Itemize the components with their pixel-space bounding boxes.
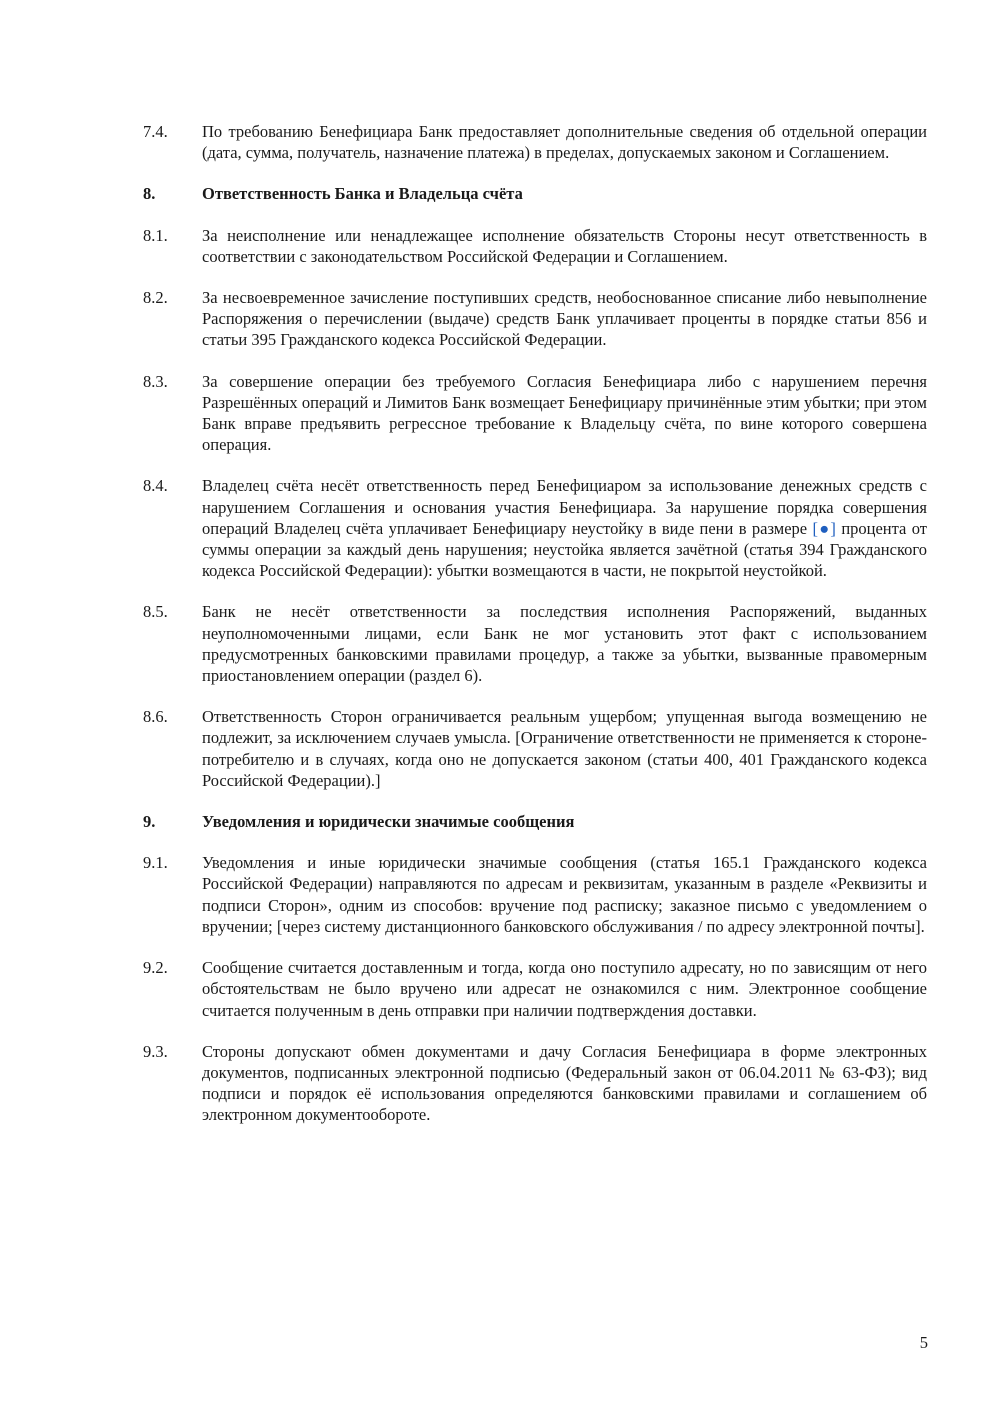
clause-8-2 xyxy=(143,287,927,351)
clause-8-3 xyxy=(143,371,927,456)
clause-text: Сообщение считается доставленным и тогда, когда оно поступило адресату, но по зависящим от него обстоятельствам не было вручено или адресат не ознакомился с ним. Электронное сообщение считается полученным в день отправки при наличии подтверждения доставки. xyxy=(202,958,927,1020)
clause-number: 8.5. xyxy=(143,602,168,622)
clause-number: 9.3. xyxy=(143,1041,168,1061)
clause-number: 9.2. xyxy=(143,958,168,978)
clause-number: 8.6. xyxy=(143,707,168,727)
document-body xyxy=(143,121,927,1146)
clause-text-before: Владелец счёта несёт ответственность перед Бенефициаром за использование денежных средств с нарушением Соглашения и основания участия Бенефициара. За нарушение порядка совершения операций Владелец счёта уплачивает Бенефициару неустойку в виде пени в размере xyxy=(202,476,927,538)
clause-number: 8.2. xyxy=(143,288,168,308)
clause-text: Ответственность Сторон ограничивается реальным ущербом; упущенная выгода возмещению не подлежит, за исключением случаев умысла. [Ограничение ответственности не применяется к стороне-потребителю и в случаях, когда оно не допускается законом (статьи 400, 401 Гражданского кодекса Российской Федерации).] xyxy=(202,707,927,790)
clause-text: Стороны допускают обмен документами и дачу Согласия Бенефициара в форме электронных документов, подписанных электронной подписью (Федеральный закон от 06.04.2011 № 63-ФЗ); вид подписи и порядок её использования определяются банковскими правилами и соглашением об электронном документообороте. xyxy=(202,1041,927,1125)
clause-text xyxy=(202,475,927,581)
clause-text-after: процента от суммы операции за каждый день нарушения; неустойка является зачётной (статья 394 Гражданского кодекса Российской Федерации): убытки возмещаются в части, не покрытой неустойкой. xyxy=(202,518,927,581)
clause-9-1 xyxy=(143,852,927,937)
clause-number: 7.4. xyxy=(143,122,168,141)
clause-text: За совершение операции без требуемого Согласия Бенефициара либо с нарушением перечня Разрешённых операций и Лимитов Банк возмещает Бенефициару причинённые этим убытки; при этом Банк вправе предъявить регрессное требование к Владельцу счёта, по вине которого совершена операция. xyxy=(202,371,927,455)
clause-number: 8.3. xyxy=(143,371,168,391)
section-title: Уведомления и юридически значимые сообщения xyxy=(202,812,575,832)
clause-number: 9.1. xyxy=(143,853,168,873)
clause-8-4 xyxy=(143,475,927,581)
clause-text: По требованию Бенефициара Банк предоставляет дополнительные сведения об отдельной операции (дата, сумма, получатель, назначение платежа) в пределах, допускаемых законом и Соглашением. xyxy=(202,122,927,163)
clause-8-6 xyxy=(143,706,927,791)
clause-7-4 xyxy=(143,121,927,163)
clause-number: 8.1. xyxy=(143,225,168,245)
clause-text: За неисполнение или ненадлежащее исполнение обязательств Стороны несут ответственность в соответствии с законодательством Российской Федерации и Соглашением. xyxy=(202,225,927,266)
clause-9-3 xyxy=(143,1041,927,1126)
clause-8-5 xyxy=(143,601,927,686)
clause-text: Уведомления и иные юридически значимые сообщения (статья 165.1 Гражданского кодекса Российской Федерации) направляются по адресам и реквизитам, указанным в разделе «Реквизиты и подписи Сторон», одним из способов: вручение под расписку; заказное письмо с уведомлением о вручении; [через систему дистанционного банковского обслуживания / по адресу электронной почты]. xyxy=(202,853,927,936)
section-heading-8 xyxy=(143,183,927,204)
placeholder-field: [●] xyxy=(812,518,836,538)
clause-text: За несвоевременное зачисление поступивших средств, необоснованное списание либо невыполнение Распоряжения о перечислении (выдаче) средств Банк уплачивает проценты в порядке статьи 856 и статьи 395 Гражданского кодекса Российской Федерации. xyxy=(202,288,927,350)
section-title: Ответственность Банка и Владельца счёта xyxy=(202,184,523,204)
page-number: 5 xyxy=(919,1333,928,1352)
clause-9-2 xyxy=(143,957,927,1021)
section-number: 8. xyxy=(143,184,156,204)
clause-text: Банк не несёт ответственности за последствия исполнения Распоряжений, выданных неуполномоченными лицами, если Банк не мог установить этот факт с использованием предусмотренных банковскими правилами процедур, а также за убытки, вызванные правомерным приостановлением операции (раздел 6). xyxy=(202,602,927,686)
section-number: 9. xyxy=(143,812,156,832)
section-heading-9 xyxy=(143,811,927,832)
clause-number: 8.4. xyxy=(143,476,168,496)
clause-8-1 xyxy=(143,225,927,267)
